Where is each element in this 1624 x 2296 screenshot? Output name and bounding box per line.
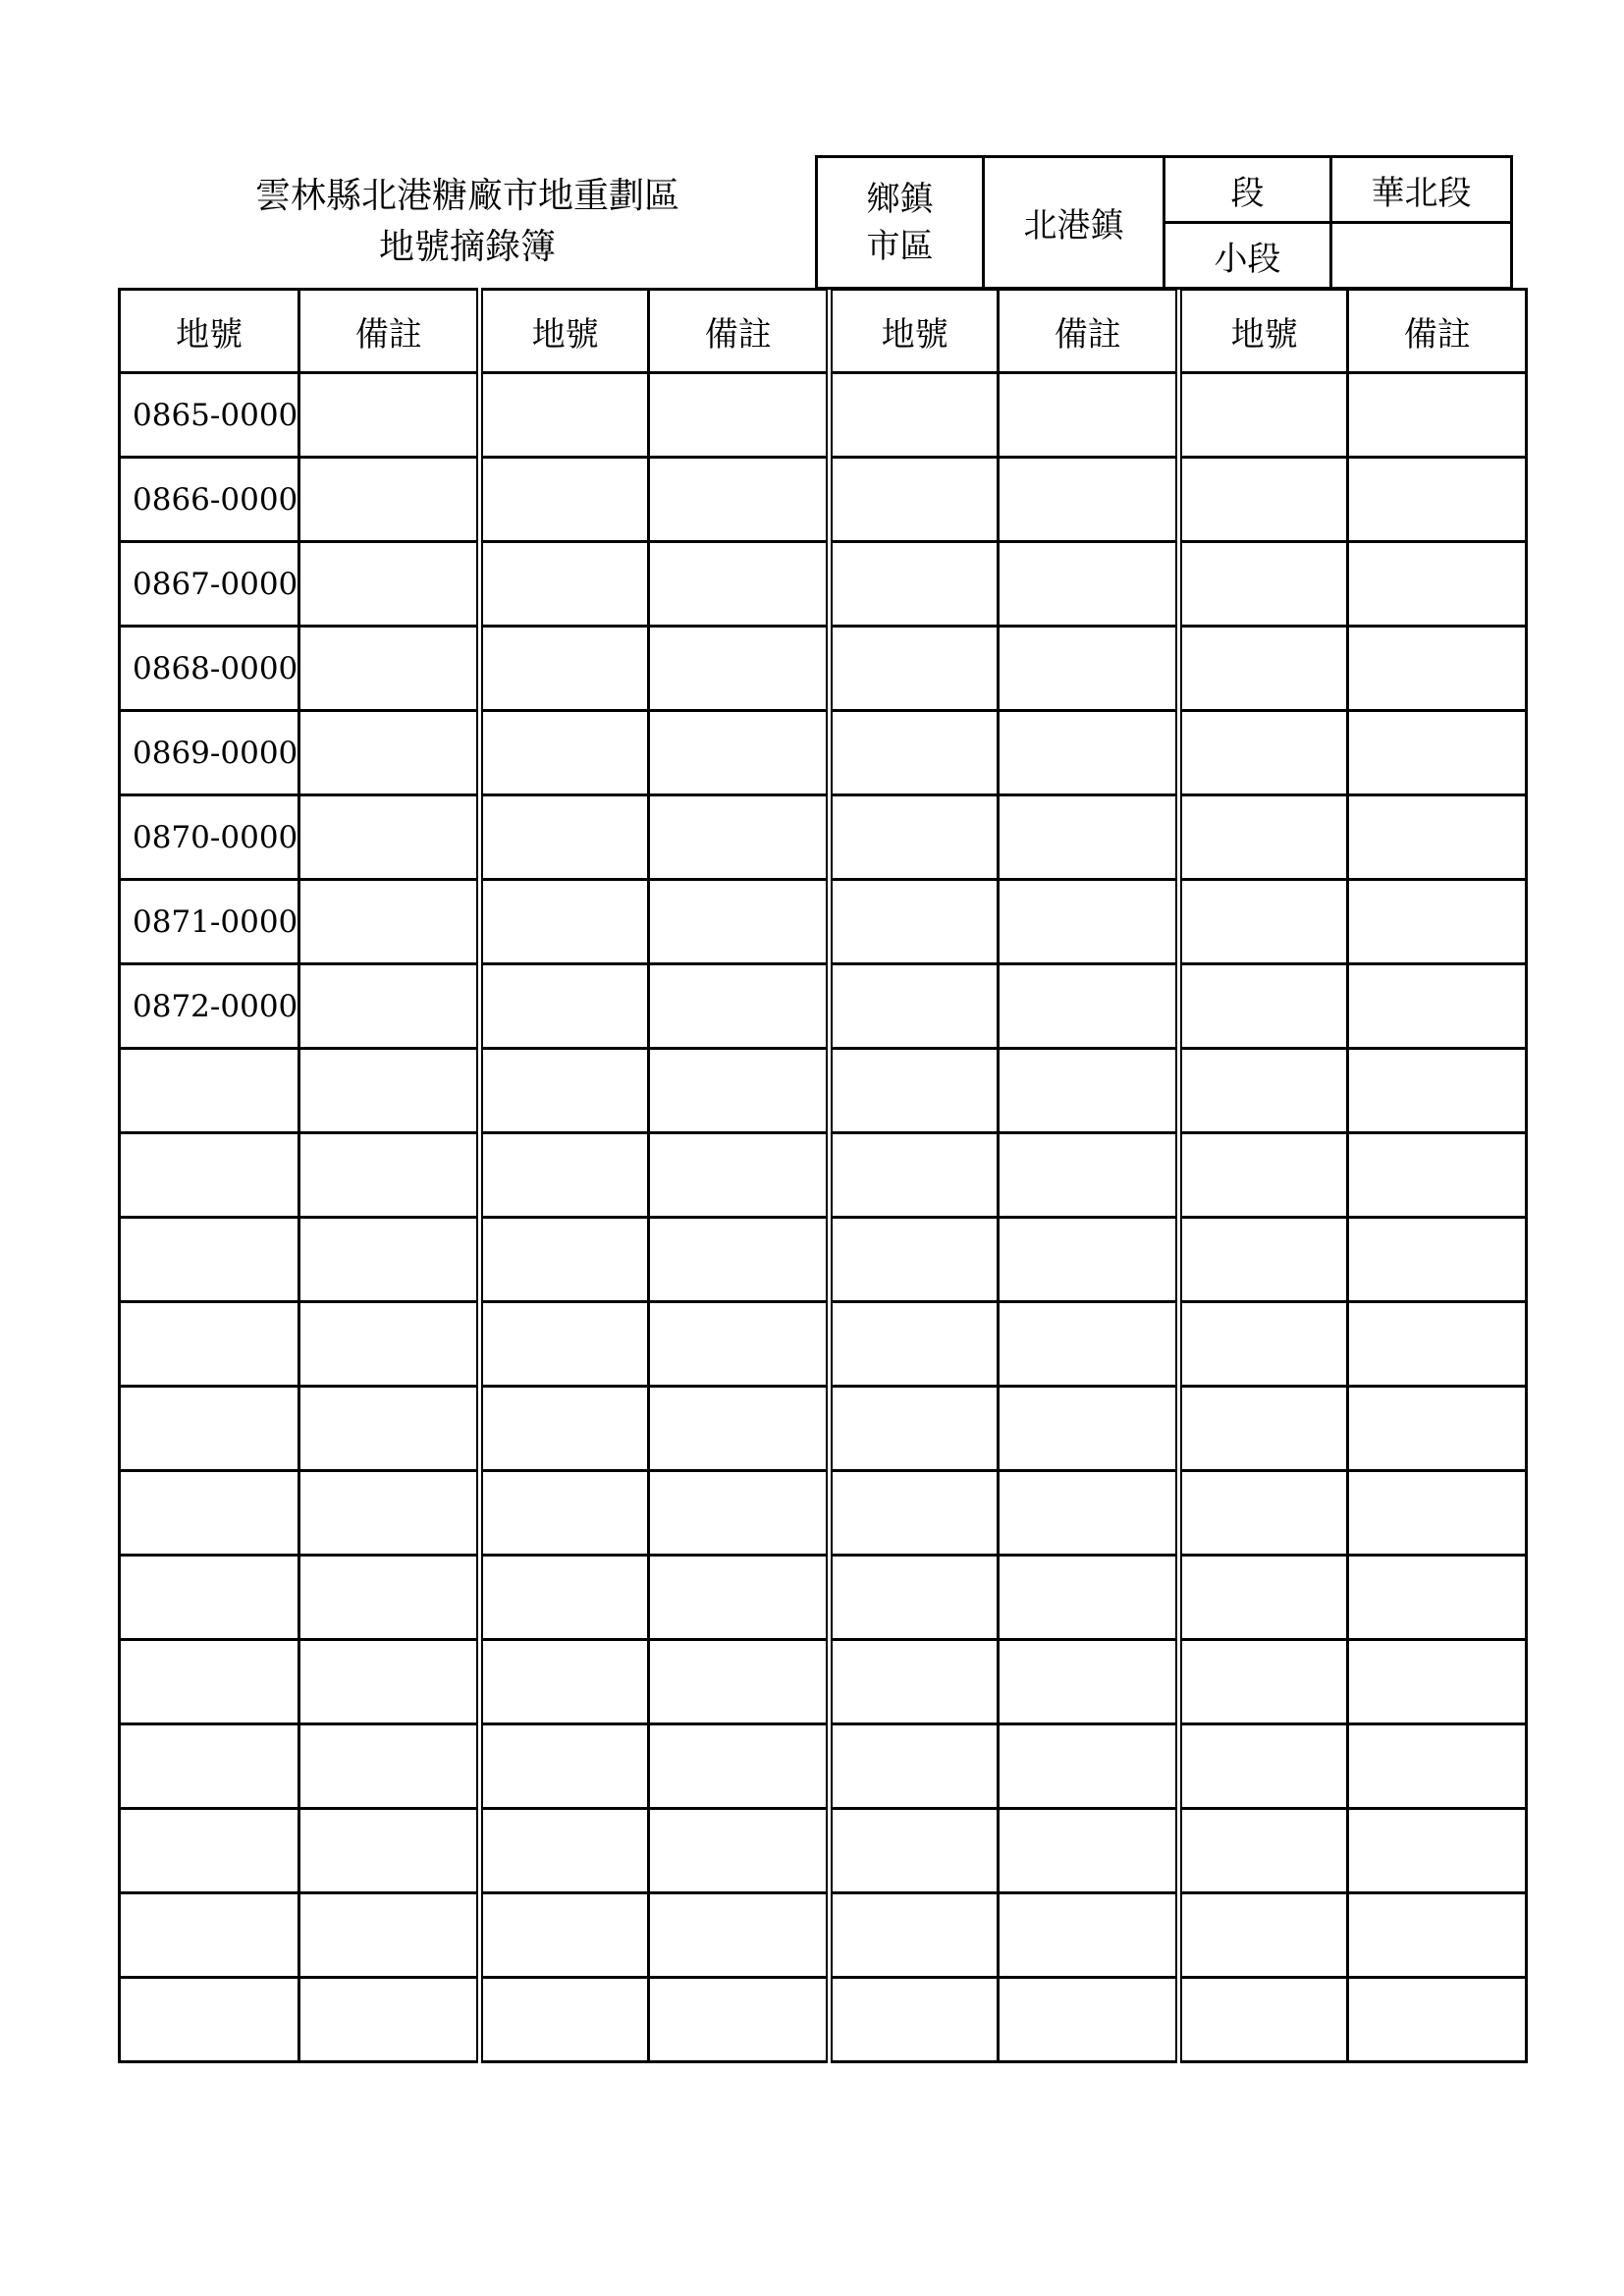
remarks-cell	[1348, 964, 1527, 1049]
remarks-cell	[649, 1302, 830, 1387]
table-row	[120, 1556, 1527, 1640]
remarks-cell	[649, 711, 830, 795]
land-number-cell	[480, 711, 649, 795]
remarks-cell	[299, 1556, 480, 1640]
column-header-remarks-2: 備註	[649, 290, 830, 373]
remarks-cell	[649, 1724, 830, 1809]
land-number-cell	[120, 1556, 299, 1640]
remarks-cell	[1348, 1049, 1527, 1133]
table-row	[120, 1049, 1527, 1133]
land-number-cell: 0871-0000	[120, 880, 299, 964]
title-line-2: 地號摘錄簿	[378, 227, 556, 267]
remarks-cell	[999, 1387, 1179, 1471]
remarks-cell	[299, 542, 480, 627]
land-number-cell	[120, 1724, 299, 1809]
remarks-cell	[999, 1471, 1179, 1556]
column-header-land-number-1: 地號	[120, 290, 299, 373]
remarks-cell	[649, 964, 830, 1049]
land-number-cell	[1179, 458, 1348, 542]
remarks-cell	[1348, 880, 1527, 964]
remarks-cell	[1348, 1302, 1527, 1387]
remarks-cell	[299, 1471, 480, 1556]
land-number-cell	[120, 1809, 299, 1893]
table-row	[120, 711, 1527, 795]
remarks-cell	[649, 1978, 830, 2062]
land-number-cell	[830, 880, 999, 964]
remarks-cell	[999, 1049, 1179, 1133]
remarks-cell	[649, 880, 830, 964]
land-number-cell	[480, 1133, 649, 1218]
land-number-cell	[1179, 627, 1348, 711]
land-number-cell	[1179, 1724, 1348, 1809]
land-number-cell	[120, 1387, 299, 1471]
land-number-cell	[120, 1640, 299, 1724]
land-number-cell	[830, 373, 999, 458]
remarks-cell	[999, 1640, 1179, 1724]
land-number-cell	[830, 1049, 999, 1133]
land-number-cell	[480, 1809, 649, 1893]
land-number-cell: 0868-0000	[120, 627, 299, 711]
table-row	[120, 880, 1527, 964]
land-number-cell	[1179, 542, 1348, 627]
land-number-cell	[480, 964, 649, 1049]
land-number-cell	[1179, 711, 1348, 795]
remarks-cell	[299, 1978, 480, 2062]
title-line-1: 雲林縣北港糖廠市地重劃區	[254, 176, 679, 216]
remarks-cell	[1348, 1218, 1527, 1302]
remarks-cell	[299, 1133, 480, 1218]
remarks-cell	[999, 1556, 1179, 1640]
table-body	[120, 373, 1527, 2062]
remarks-cell	[999, 1133, 1179, 1218]
township-label-line-1: 鄉鎮	[866, 179, 934, 219]
remarks-cell	[1348, 1724, 1527, 1809]
land-number-cell	[830, 1302, 999, 1387]
remarks-cell	[999, 795, 1179, 880]
remarks-cell	[299, 458, 480, 542]
land-number-cell	[1179, 1049, 1348, 1133]
table-row	[120, 1218, 1527, 1302]
land-number-cell	[830, 542, 999, 627]
remarks-cell	[999, 1218, 1179, 1302]
remarks-cell	[1348, 1133, 1527, 1218]
remarks-cell	[999, 1978, 1179, 2062]
remarks-cell	[649, 1387, 830, 1471]
table-row	[120, 627, 1527, 711]
remarks-cell	[1348, 542, 1527, 627]
table-row	[120, 1724, 1527, 1809]
remarks-cell	[649, 1809, 830, 1893]
remarks-cell	[1348, 627, 1527, 711]
remarks-cell	[1348, 1978, 1527, 2062]
remarks-cell	[1348, 373, 1527, 458]
column-header-remarks-4: 備註	[1348, 290, 1527, 373]
land-number-cell	[830, 1809, 999, 1893]
remarks-cell	[299, 711, 480, 795]
land-number-cell	[1179, 1302, 1348, 1387]
land-number-cell	[480, 1049, 649, 1133]
land-number-cell	[120, 1471, 299, 1556]
land-number-cell	[480, 1387, 649, 1471]
land-number-cell	[830, 627, 999, 711]
table-row	[120, 373, 1527, 458]
township-label	[817, 157, 984, 289]
remarks-cell	[299, 1893, 480, 1978]
table-row	[120, 1302, 1527, 1387]
table-row	[120, 964, 1527, 1049]
subsection-label: 小段	[1164, 223, 1331, 289]
land-number-cell	[480, 627, 649, 711]
remarks-cell	[649, 1556, 830, 1640]
remarks-cell	[649, 1049, 830, 1133]
table-row	[120, 1978, 1527, 2062]
remarks-cell	[649, 795, 830, 880]
land-number-cell	[830, 1893, 999, 1978]
column-header-land-number-3: 地號	[830, 290, 999, 373]
land-number-cell	[1179, 880, 1348, 964]
remarks-cell	[299, 1724, 480, 1809]
remarks-cell	[999, 542, 1179, 627]
land-number-cell	[830, 1471, 999, 1556]
land-number-cell	[830, 1724, 999, 1809]
remarks-cell	[1348, 711, 1527, 795]
remarks-cell	[999, 627, 1179, 711]
land-number-cell	[120, 1978, 299, 2062]
section-label: 段	[1164, 157, 1331, 223]
remarks-cell	[1348, 1640, 1527, 1724]
land-number-cell	[120, 1133, 299, 1218]
land-number-cell	[1179, 1640, 1348, 1724]
land-number-cell	[1179, 1556, 1348, 1640]
land-number-cell: 0872-0000	[120, 964, 299, 1049]
remarks-cell	[999, 964, 1179, 1049]
remarks-cell	[299, 1809, 480, 1893]
land-number-cell	[480, 1556, 649, 1640]
table-header-row	[120, 290, 1527, 373]
land-number-cell	[480, 1893, 649, 1978]
land-number-cell	[1179, 1809, 1348, 1893]
column-header-land-number-2: 地號	[480, 290, 649, 373]
column-header-land-number-4: 地號	[1179, 290, 1348, 373]
remarks-cell	[649, 1471, 830, 1556]
land-number-cell	[480, 1218, 649, 1302]
remarks-cell	[649, 542, 830, 627]
page-title	[120, 155, 815, 289]
land-number-cell	[480, 373, 649, 458]
remarks-cell	[1348, 458, 1527, 542]
table-row	[120, 458, 1527, 542]
land-number-cell	[480, 795, 649, 880]
land-number-cell	[120, 1302, 299, 1387]
land-number-cell	[1179, 1218, 1348, 1302]
land-number-cell	[830, 711, 999, 795]
land-number-cell	[1179, 1471, 1348, 1556]
remarks-cell	[999, 1893, 1179, 1978]
township-value: 北港鎮	[984, 157, 1164, 289]
remarks-cell	[999, 1724, 1179, 1809]
section-value: 華北段	[1331, 157, 1512, 223]
remarks-cell	[1348, 1471, 1527, 1556]
remarks-cell	[299, 880, 480, 964]
land-number-cell	[830, 964, 999, 1049]
remarks-cell	[1348, 1387, 1527, 1471]
remarks-cell	[299, 1640, 480, 1724]
land-number-cell	[1179, 1978, 1348, 2062]
table-row	[120, 795, 1527, 880]
remarks-cell	[649, 373, 830, 458]
land-number-cell	[1179, 795, 1348, 880]
remarks-cell	[1348, 1893, 1527, 1978]
land-number-table	[118, 288, 1528, 2063]
land-number-cell	[480, 458, 649, 542]
remarks-cell	[299, 1387, 480, 1471]
remarks-cell	[649, 627, 830, 711]
land-number-cell	[1179, 1387, 1348, 1471]
table-row	[120, 1809, 1527, 1893]
land-number-cell	[830, 1978, 999, 2062]
remarks-cell	[299, 373, 480, 458]
remarks-cell	[999, 1809, 1179, 1893]
remarks-cell	[999, 880, 1179, 964]
location-info-table	[815, 155, 1513, 290]
remarks-cell	[649, 1893, 830, 1978]
remarks-cell	[299, 627, 480, 711]
land-number-cell: 0867-0000	[120, 542, 299, 627]
land-number-cell: 0866-0000	[120, 458, 299, 542]
land-number-cell: 0869-0000	[120, 711, 299, 795]
land-number-cell	[1179, 964, 1348, 1049]
land-number-cell: 0865-0000	[120, 373, 299, 458]
land-number-cell	[830, 1218, 999, 1302]
remarks-cell	[649, 1133, 830, 1218]
remarks-cell	[1348, 1556, 1527, 1640]
remarks-cell	[299, 1302, 480, 1387]
remarks-cell	[649, 1218, 830, 1302]
land-number-cell	[830, 1556, 999, 1640]
land-number-cell	[830, 1640, 999, 1724]
remarks-cell	[1348, 795, 1527, 880]
land-number-cell	[480, 1640, 649, 1724]
table-row	[120, 1387, 1527, 1471]
land-number-cell: 0870-0000	[120, 795, 299, 880]
table-row	[120, 1471, 1527, 1556]
land-number-cell	[480, 1724, 649, 1809]
land-number-cell	[1179, 373, 1348, 458]
remarks-cell	[649, 1640, 830, 1724]
subsection-value	[1331, 223, 1512, 289]
land-number-cell	[830, 795, 999, 880]
land-number-cell	[1179, 1893, 1348, 1978]
remarks-cell	[649, 458, 830, 542]
land-number-cell	[1179, 1133, 1348, 1218]
land-number-cell	[830, 458, 999, 542]
land-number-cell	[120, 1049, 299, 1133]
remarks-cell	[999, 711, 1179, 795]
remarks-cell	[299, 1049, 480, 1133]
township-label-line-2: 市區	[866, 226, 934, 266]
remarks-cell	[999, 373, 1179, 458]
land-number-cell	[480, 1471, 649, 1556]
remarks-cell	[299, 1218, 480, 1302]
table-row	[120, 1893, 1527, 1978]
land-number-cell	[480, 1978, 649, 2062]
land-number-cell	[120, 1218, 299, 1302]
land-number-cell	[830, 1387, 999, 1471]
remarks-cell	[999, 1302, 1179, 1387]
remarks-cell	[1348, 1809, 1527, 1893]
remarks-cell	[299, 964, 480, 1049]
land-number-cell	[480, 1302, 649, 1387]
land-number-cell	[480, 880, 649, 964]
column-header-remarks-3: 備註	[999, 290, 1179, 373]
land-number-cell	[480, 542, 649, 627]
table-row	[120, 1133, 1527, 1218]
table-row	[120, 1640, 1527, 1724]
column-header-remarks-1: 備註	[299, 290, 480, 373]
remarks-cell	[999, 458, 1179, 542]
land-number-cell	[830, 1133, 999, 1218]
table-row	[120, 542, 1527, 627]
land-number-cell	[120, 1893, 299, 1978]
remarks-cell	[299, 795, 480, 880]
